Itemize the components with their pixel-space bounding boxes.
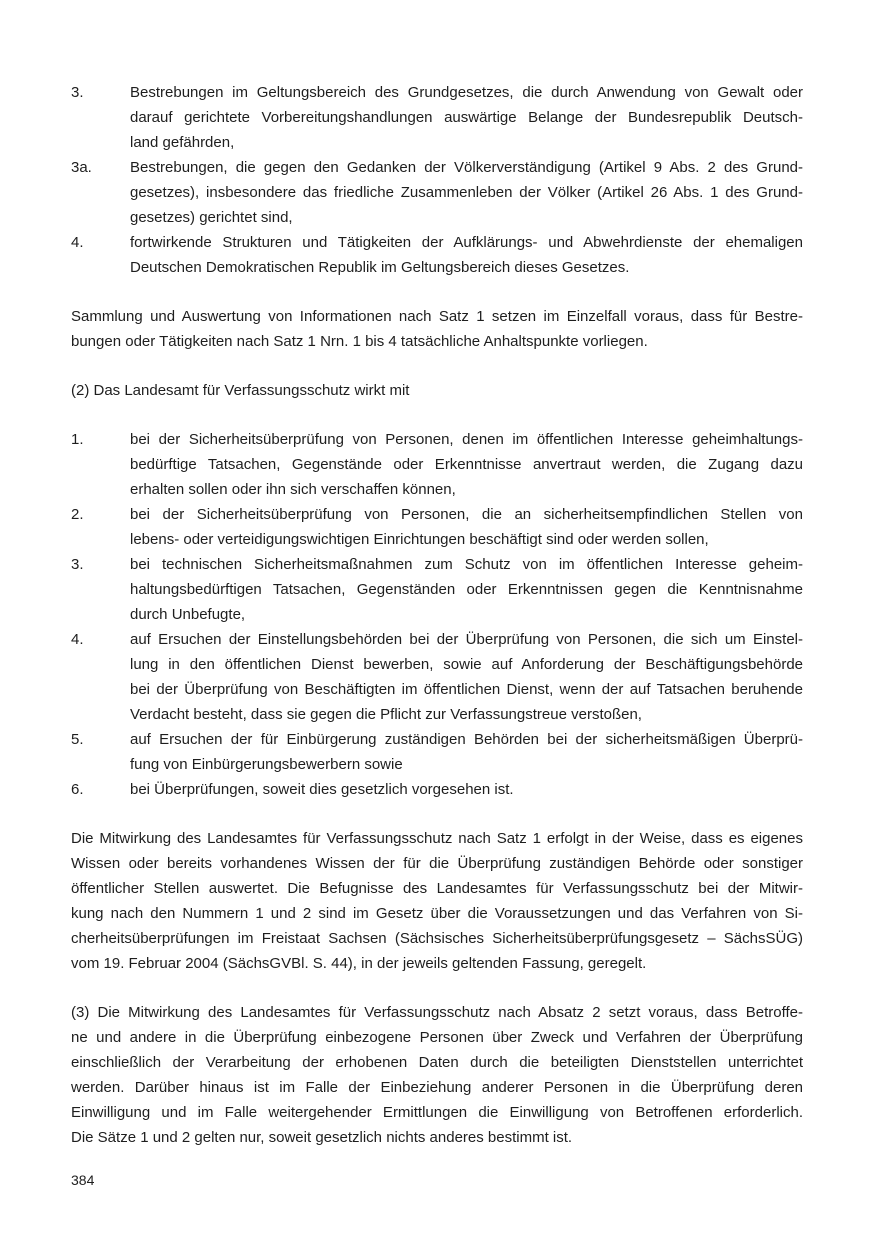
list-item — [71, 502, 803, 552]
item-text-line: auf Ersuchen der für Einbürgerung zuständigen Behörden bei der sicherheitsmäßigen Überprü- — [130, 731, 803, 748]
paragraph-line: vom 19. Februar 2004 (SächsGVBl. S. 44), in der jeweils geltenden Fassung, geregelt. — [71, 955, 647, 972]
item-text-line: gesetzes), insbesondere das friedliche Zusammenleben der Völker (Artikel 26 Abs. 1 des Grund- — [130, 184, 803, 201]
paragraph-line: werden. Darüber hinaus ist im Falle der Einbeziehung anderer Personen in die Überprüfung deren — [71, 1079, 803, 1096]
item-number: 4. — [71, 631, 84, 648]
numbered-list-a — [71, 80, 803, 280]
item-text-line: darauf gerichtete Vorbereitungshandlungen auswärtige Belange der Bundesrepublik Deutsch- — [130, 109, 803, 126]
item-text-line: Bestrebungen, die gegen den Gedanken der Völkerverständigung (Artikel 9 Abs. 2 des Grund- — [130, 159, 803, 176]
paragraph-line: öffentlicher Stellen auswertet. Die Befugnisse des Landesamtes für Verfassungsschutz bei der Mitwir- — [71, 880, 803, 897]
paragraph-line: Die Mitwirkung des Landesamtes für Verfassungsschutz nach Satz 1 erfolgt in der Weise, dass es eigenes — [71, 830, 803, 847]
paragraph-line: Wissen oder bereits vorhandenes Wissen der für die Überprüfung zuständigen Behörde oder sonstiger — [71, 855, 803, 872]
item-text-line: lung in den öffentlichen Dienst bewerben, sowie auf Anforderung der Beschäftigungsbehörde — [130, 656, 803, 673]
item-number: 3. — [71, 84, 84, 101]
list-item — [71, 230, 803, 280]
list-item — [71, 627, 803, 727]
item-text-line: fung von Einbürgerungsbewerbern sowie — [130, 756, 403, 773]
item-text-line: lebens- oder verteidigungswichtigen Einrichtungen beschäftigt sind oder werden sollen, — [130, 531, 709, 548]
item-number: 6. — [71, 781, 84, 798]
paragraph-line: einschließlich der Verarbeitung der erhobenen Daten durch die beteiligten Dienststellen unterrichtet — [71, 1054, 803, 1071]
item-text-line: bei der Überprüfung von Beschäftigten im öffentlichen Dienst, wenn der auf Tatsachen beruhende — [130, 681, 803, 698]
paragraph-line: Die Sätze 1 und 2 gelten nur, soweit gesetzlich nichts anderes bestimmt ist. — [71, 1129, 573, 1146]
list-item — [71, 80, 803, 155]
item-text-line: haltungsbedürftigen Tatsachen, Gegenständen oder Erkenntnissen gegen die Kenntnisnahme — [130, 581, 803, 598]
item-text-line: bei technischen Sicherheitsmaßnahmen zum Schutz von im öffentlichen Interesse geheim- — [130, 556, 803, 573]
item-text-line: auf Ersuchen der Einstellungsbehörden bei der Überprüfung von Personen, die sich um Einstel- — [130, 631, 803, 648]
list-item — [71, 552, 803, 627]
item-text-line: land gefährden, — [130, 134, 235, 151]
section-2-intro: (2) Das Landesamt für Verfassungsschutz wirkt mit — [71, 382, 410, 399]
paragraph — [71, 1000, 803, 1150]
item-text-line: Bestrebungen im Geltungsbereich des Grundgesetzes, die durch Anwendung von Gewalt oder — [130, 84, 803, 101]
item-text-line: bei Überprüfungen, soweit dies gesetzlich vorgesehen ist. — [130, 781, 514, 798]
list-item — [71, 727, 803, 777]
paragraph-line: Einwilligung und im Falle weitergehender Ermittlungen die Einwilligung von Betroffenen erforderlich. — [71, 1104, 803, 1121]
item-text-line: gesetzes) gerichtet sind, — [130, 209, 293, 226]
paragraph-line: kung nach den Nummern 1 und 2 sind im Gesetz über die Voraussetzungen und das Verfahren von Si- — [71, 905, 803, 922]
item-text-line: bedürftige Tatsachen, Gegenstände oder Erkenntnisse anvertraut werden, die Zugang dazu — [130, 456, 803, 473]
paragraph — [71, 304, 803, 354]
item-number: 2. — [71, 506, 84, 523]
document-page — [71, 80, 803, 1150]
paragraph-line: (3) Die Mitwirkung des Landesamtes für Verfassungsschutz nach Absatz 2 setzt voraus, dass Betroffe- — [71, 1004, 803, 1021]
item-number: 1. — [71, 431, 84, 448]
item-number: 3. — [71, 556, 84, 573]
numbered-list-b — [71, 427, 803, 802]
item-text-line: erhalten sollen oder ihn sich verschaffen können, — [130, 481, 456, 498]
item-text-line: Deutschen Demokratischen Republik im Geltungsbereich dieses Gesetzes. — [130, 259, 630, 276]
item-text-line: fortwirkende Strukturen und Tätigkeiten der Aufklärungs- und Abwehrdienste der ehemaligen — [130, 234, 803, 251]
paragraph-line: cherheitsüberprüfungen im Freistaat Sachsen (Sächsisches Sicherheitsüberprüfungsgesetz – SächsSÜG) — [71, 930, 803, 947]
section-heading — [71, 378, 803, 403]
paragraph-line: bungen oder Tätigkeiten nach Satz 1 Nrn. 1 bis 4 tatsächliche Anhaltspunkte vorliegen. — [71, 333, 648, 350]
paragraph — [71, 826, 803, 976]
item-text-line: bei der Sicherheitsüberprüfung von Personen, denen im öffentlichen Interesse geheimhaltungs- — [130, 431, 803, 448]
paragraph-line: ne und andere in die Überprüfung einbezogene Personen über Zweck und Verfahren der Überprüfung — [71, 1029, 803, 1046]
list-item — [71, 777, 803, 802]
item-text-line: Verdacht besteht, dass sie gegen die Pflicht zur Verfassungstreue verstoßen, — [130, 706, 642, 723]
item-number: 4. — [71, 234, 84, 251]
list-item — [71, 155, 803, 230]
item-number: 5. — [71, 731, 84, 748]
page-number: 384 — [71, 1172, 95, 1188]
paragraph-line: Sammlung und Auswertung von Informationen nach Satz 1 setzen im Einzelfall voraus, dass für Bestre- — [71, 308, 803, 325]
list-item — [71, 427, 803, 502]
item-text-line: bei der Sicherheitsüberprüfung von Personen, die an sicherheitsempfindlichen Stellen von — [130, 506, 803, 523]
item-text-line: durch Unbefugte, — [130, 606, 246, 623]
item-number: 3a. — [71, 159, 92, 176]
